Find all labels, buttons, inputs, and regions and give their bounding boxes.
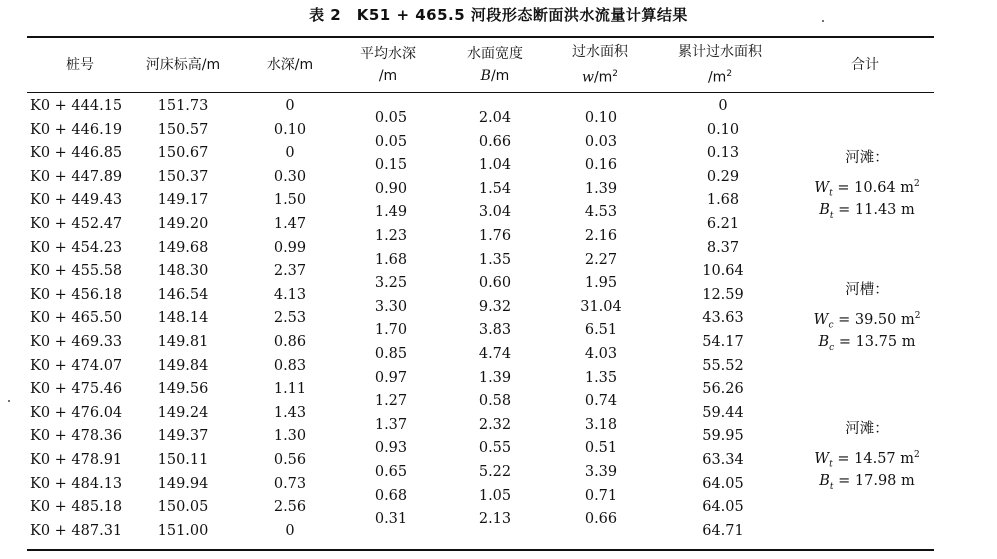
depth-cell: 0.10 xyxy=(273,121,307,138)
flow-area-cell: 4.53 xyxy=(584,204,618,221)
station-cell: K0 + 444.15 xyxy=(30,98,123,114)
avg-depth-cell: 0.85 xyxy=(374,345,408,362)
depth-cell: 0 xyxy=(285,98,295,114)
header-flow-area: 过水面积 $w/m^2$ xyxy=(572,44,628,86)
flow-area-cell: 0.16 xyxy=(584,157,618,174)
flow-area-cell: 1.35 xyxy=(584,369,618,386)
summary-beach-right: 河滩： $W_t = 14.57$ $m^2$ $B_t = 17.98$ m xyxy=(814,421,920,492)
station-cell: K0 + 456.18 xyxy=(30,286,123,303)
depth-cell: 2.53 xyxy=(273,310,307,327)
station-cell: K0 + 449.43 xyxy=(30,192,123,209)
surface-width-cell: 2.04 xyxy=(478,110,512,126)
flow-area-column xyxy=(566,107,636,532)
flow-area-cell: 1.39 xyxy=(584,180,618,197)
depth-cell: 0.30 xyxy=(273,168,307,185)
bed-elevation-cell: 149.56 xyxy=(157,381,209,398)
cumulative-area-cell: 56.26 xyxy=(702,381,744,398)
station-cell: K0 + 484.13 xyxy=(30,475,123,492)
header-bed-elevation: 河床标高/m xyxy=(145,57,221,73)
bed-elevation-cell: 149.17 xyxy=(157,192,209,209)
bottom-rule xyxy=(27,549,934,551)
cumulative-area-cell: 0.29 xyxy=(706,168,740,185)
surface-width-cell: 4.74 xyxy=(478,345,512,362)
bed-elevation-cell: 151.00 xyxy=(157,522,209,539)
avg-depth-cell: 0.65 xyxy=(374,463,408,480)
surface-width-cell: 1.39 xyxy=(478,369,512,386)
header-cumulative-area: 累计过水面积 $/m^2$ xyxy=(678,44,762,86)
cumulative-area-cell: 0 xyxy=(718,98,728,114)
flow-area-cell: 0.74 xyxy=(584,393,618,410)
bed-elevation-cell: 149.68 xyxy=(157,239,209,256)
bed-elevation-cell: 148.30 xyxy=(157,263,209,280)
bed-elevation-cell: 149.37 xyxy=(157,428,209,445)
station-cell: K0 + 476.04 xyxy=(30,404,123,421)
bed-elevation-cell: 148.14 xyxy=(157,310,209,327)
surface-width-cell: 1.54 xyxy=(478,180,512,197)
header-station: 桩号 xyxy=(66,57,94,73)
surface-width-cell: 3.04 xyxy=(478,204,512,221)
bed-elevation-cell: 150.37 xyxy=(157,168,209,185)
cumulative-area-column xyxy=(688,95,758,543)
bed-elevation-cell: 149.94 xyxy=(157,475,209,492)
surface-width-cell: 0.60 xyxy=(478,275,512,292)
table-title: 表 2 K51 + 465.5 河段形态断面洪水流量计算结果 xyxy=(309,6,688,24)
avg-depth-cell: 3.25 xyxy=(374,275,408,292)
bed-elevation-cell: 149.20 xyxy=(157,215,209,232)
depth-cell: 1.47 xyxy=(273,215,307,232)
depth-cell: 0 xyxy=(285,145,295,162)
scan-speck xyxy=(822,20,824,22)
bed-elevation-column xyxy=(148,95,218,543)
depth-cell: 0.99 xyxy=(273,239,307,256)
header-total: 合计 xyxy=(851,57,879,73)
cumulative-area-cell: 8.37 xyxy=(706,239,740,256)
station-column xyxy=(30,95,130,543)
header-surface-width: 水面宽度 B/m xyxy=(467,46,523,84)
station-cell: K0 + 452.47 xyxy=(30,215,123,232)
cumulative-area-cell: 0.13 xyxy=(706,145,740,162)
depth-cell: 1.30 xyxy=(273,428,307,445)
surface-width-cell: 9.32 xyxy=(478,298,512,315)
bed-elevation-cell: 149.84 xyxy=(157,357,209,374)
flow-area-cell: 2.16 xyxy=(584,227,618,244)
cumulative-area-cell: 63.34 xyxy=(702,451,744,468)
bed-elevation-cell: 150.11 xyxy=(157,451,209,468)
bed-elevation-cell: 146.54 xyxy=(157,286,209,303)
depth-cell: 0.56 xyxy=(273,451,307,468)
bed-elevation-cell: 149.81 xyxy=(157,333,209,350)
surface-width-cell: 1.76 xyxy=(478,227,512,244)
cumulative-area-cell: 64.05 xyxy=(702,499,744,516)
cumulative-area-cell: 64.71 xyxy=(702,522,744,539)
station-cell: K0 + 478.36 xyxy=(30,428,123,445)
cumulative-area-cell: 43.63 xyxy=(702,310,744,327)
avg-depth-cell: 1.70 xyxy=(374,322,408,339)
avg-depth-cell: 1.68 xyxy=(374,251,408,268)
avg-depth-cell: 1.37 xyxy=(374,416,408,433)
avg-depth-cell: 0.05 xyxy=(374,133,408,150)
cumulative-area-cell: 0.10 xyxy=(706,121,740,138)
bed-elevation-cell: 150.67 xyxy=(157,145,209,162)
flow-area-cell: 6.51 xyxy=(584,322,618,339)
station-cell: K0 + 487.31 xyxy=(30,522,123,539)
flow-area-cell: 31.04 xyxy=(580,298,622,315)
station-cell: K0 + 478.91 xyxy=(30,451,123,468)
surface-width-cell: 1.04 xyxy=(478,157,512,174)
surface-width-cell: 0.55 xyxy=(478,440,512,457)
station-cell: K0 + 455.58 xyxy=(30,263,123,280)
depth-cell: 0 xyxy=(285,522,295,539)
avg-depth-column xyxy=(358,107,424,532)
avg-depth-cell: 3.30 xyxy=(374,298,408,315)
summary-channel: 河槽： $W_c = 39.50$ $m^2$ $B_c = 13.75$ m xyxy=(813,282,921,353)
flow-area-cell: 3.39 xyxy=(584,463,618,480)
depth-cell: 0.73 xyxy=(273,475,307,492)
flow-area-cell: 2.27 xyxy=(584,251,618,268)
surface-width-cell: 1.05 xyxy=(478,487,512,504)
avg-depth-cell: 0.68 xyxy=(374,487,408,504)
station-cell: K0 + 469.33 xyxy=(30,333,123,350)
avg-depth-cell: 0.15 xyxy=(374,157,408,174)
surface-width-cell: 5.22 xyxy=(478,463,512,480)
surface-width-column xyxy=(462,107,528,532)
station-cell: K0 + 465.50 xyxy=(30,310,123,327)
station-cell: K0 + 474.07 xyxy=(30,357,123,374)
cumulative-area-cell: 59.44 xyxy=(702,404,744,421)
surface-width-cell: 1.35 xyxy=(478,251,512,268)
cumulative-area-cell: 10.64 xyxy=(702,263,744,280)
depth-cell: 4.13 xyxy=(273,286,307,303)
avg-depth-cell: 0.05 xyxy=(374,110,408,126)
cumulative-area-cell: 6.21 xyxy=(706,215,740,232)
flow-area-cell: 3.18 xyxy=(584,416,618,433)
station-cell: K0 + 447.89 xyxy=(30,168,123,185)
bed-elevation-cell: 149.24 xyxy=(157,404,209,421)
header-rule xyxy=(27,92,934,93)
depth-cell: 2.37 xyxy=(273,263,307,280)
surface-width-cell: 0.66 xyxy=(478,133,512,150)
depth-column xyxy=(255,95,325,543)
header-depth: 水深/m xyxy=(266,57,314,73)
depth-cell: 2.56 xyxy=(273,499,307,516)
avg-depth-cell: 0.97 xyxy=(374,369,408,386)
summary-beach-left: 河滩： $W_t = 10.64$ $m^2$ $B_t = 11.43$ m xyxy=(814,150,920,221)
station-cell: K0 + 446.85 xyxy=(30,145,123,162)
surface-width-cell: 2.32 xyxy=(478,416,512,433)
avg-depth-cell: 1.49 xyxy=(374,204,408,221)
avg-depth-cell: 0.31 xyxy=(374,511,408,528)
flow-area-cell: 0.10 xyxy=(584,110,618,126)
surface-width-cell: 3.83 xyxy=(478,322,512,339)
depth-cell: 1.50 xyxy=(273,192,307,209)
bed-elevation-cell: 150.05 xyxy=(157,499,209,516)
cumulative-area-cell: 64.05 xyxy=(702,475,744,492)
flow-area-cell: 1.95 xyxy=(584,275,618,292)
station-cell: K0 + 454.23 xyxy=(30,239,123,256)
cumulative-area-cell: 1.68 xyxy=(706,192,740,209)
header-avg-depth: 平均水深 /m xyxy=(360,46,416,84)
cumulative-area-cell: 12.59 xyxy=(702,286,744,303)
surface-width-cell: 0.58 xyxy=(478,393,512,410)
avg-depth-cell: 0.90 xyxy=(374,180,408,197)
flow-area-cell: 0.03 xyxy=(584,133,618,150)
avg-depth-cell: 0.93 xyxy=(374,440,408,457)
depth-cell: 1.43 xyxy=(273,404,307,421)
bed-elevation-cell: 151.73 xyxy=(157,98,209,114)
depth-cell: 1.11 xyxy=(273,381,307,398)
station-cell: K0 + 446.19 xyxy=(30,121,123,138)
cumulative-area-cell: 54.17 xyxy=(702,333,744,350)
depth-cell: 0.86 xyxy=(273,333,307,350)
cumulative-area-cell: 59.95 xyxy=(702,428,744,445)
bed-elevation-cell: 150.57 xyxy=(157,121,209,138)
depth-cell: 0.83 xyxy=(273,357,307,374)
cumulative-area-cell: 55.52 xyxy=(702,357,744,374)
station-cell: K0 + 485.18 xyxy=(30,499,123,516)
scan-speck xyxy=(8,400,10,402)
avg-depth-cell: 1.23 xyxy=(374,227,408,244)
station-cell: K0 + 475.46 xyxy=(30,381,123,398)
flow-area-cell: 0.51 xyxy=(584,440,618,457)
flow-area-cell: 0.66 xyxy=(584,511,618,528)
flow-area-cell: 4.03 xyxy=(584,345,618,362)
flow-area-cell: 0.71 xyxy=(584,487,618,504)
avg-depth-cell: 1.27 xyxy=(374,393,408,410)
surface-width-cell: 2.13 xyxy=(478,511,512,528)
